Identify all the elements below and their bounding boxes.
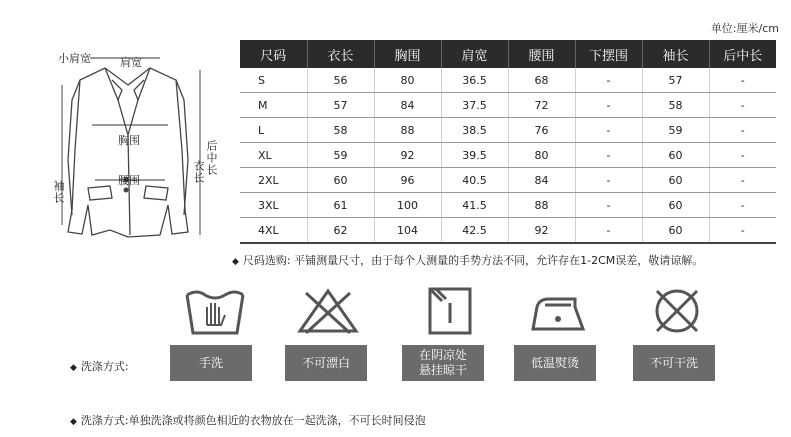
shoulder-label: 肩宽 (120, 56, 142, 69)
care-label-text: 洗涤方式: (80, 360, 129, 373)
care-badge-low-iron: 低温熨烫 (514, 345, 596, 381)
table-cell: 92 (374, 143, 441, 168)
table-cell: - (709, 68, 776, 93)
table-cell: - (709, 118, 776, 143)
table-cell: - (709, 168, 776, 193)
care-badge-no-dry-clean: 不可干洗 (633, 345, 715, 381)
table-row (240, 193, 776, 218)
table-cell: L (240, 118, 307, 143)
table-cell: 61 (307, 193, 374, 218)
no-bleach-icon (296, 285, 360, 337)
table-cell: 68 (508, 68, 575, 93)
table-cell: - (709, 193, 776, 218)
table-cell: 100 (374, 193, 441, 218)
table-cell: 104 (374, 218, 441, 244)
table-header: 后中长 (709, 40, 776, 68)
table-cell: 59 (642, 118, 709, 143)
table-header: 肩宽 (441, 40, 508, 68)
table-cell: 96 (374, 168, 441, 193)
waist-label: 腰围 (118, 174, 140, 187)
table-cell: 76 (508, 118, 575, 143)
table-cell: 60 (642, 193, 709, 218)
table-cell: - (575, 143, 642, 168)
line-dry-shade-icon (418, 285, 482, 337)
table-cell: - (575, 118, 642, 143)
table-cell: 60 (642, 218, 709, 244)
table-header: 袖长 (642, 40, 709, 68)
table-cell: 4XL (240, 218, 307, 244)
care-method-label (70, 358, 129, 374)
table-row (240, 168, 776, 193)
table-cell: - (575, 93, 642, 118)
table-cell: - (709, 143, 776, 168)
low-iron-icon (525, 285, 589, 337)
length-label: 衣长 (192, 160, 205, 184)
table-cell: 58 (307, 118, 374, 143)
table-header: 尺码 (240, 40, 307, 68)
table-row (240, 93, 776, 118)
table-cell: - (575, 193, 642, 218)
table-cell: 2XL (240, 168, 307, 193)
table-cell: 57 (642, 68, 709, 93)
table-cell: 60 (307, 168, 374, 193)
table-cell: - (575, 168, 642, 193)
table-cell: 38.5 (441, 118, 508, 143)
table-cell: 84 (508, 168, 575, 193)
chest-label: 胸围 (118, 134, 140, 147)
table-header-row (240, 40, 776, 68)
size-note-text: 尺码选购: 平铺测量尺寸，由于每个人测量的手势方法不同，允许存在1-2CM误差，敬请谅解。 (242, 254, 704, 267)
table-cell: 80 (508, 143, 575, 168)
table-cell: XL (240, 143, 307, 168)
wash-instruction-note (70, 412, 426, 428)
table-cell: 57 (307, 93, 374, 118)
table-header: 下摆围 (575, 40, 642, 68)
table-cell: 88 (508, 193, 575, 218)
table-cell: S (240, 68, 307, 93)
jacket-measurement-diagram (50, 40, 220, 245)
care-badge-line-dry-shade: 在阴凉处 悬挂晾干 (402, 345, 484, 381)
table-header: 衣长 (307, 40, 374, 68)
table-cell: 60 (642, 168, 709, 193)
size-chart-table (240, 40, 776, 244)
small-shoulder-label: 小肩宽 (58, 52, 91, 65)
care-badge-hand-wash: 手洗 (170, 345, 252, 381)
table-cell: 62 (307, 218, 374, 244)
size-selection-note (232, 252, 703, 268)
back-center-length-label: 后中长 (205, 140, 218, 176)
table-header: 腰围 (508, 40, 575, 68)
table-row (240, 143, 776, 168)
table-header: 胸围 (374, 40, 441, 68)
table-cell: 3XL (240, 193, 307, 218)
diamond-bullet-icon: ◆ (70, 363, 77, 373)
table-cell: - (709, 93, 776, 118)
table-cell: 88 (374, 118, 441, 143)
table-cell: 37.5 (441, 93, 508, 118)
care-badge-no-bleach: 不可漂白 (285, 345, 367, 381)
table-row (240, 118, 776, 143)
table-cell: - (575, 218, 642, 244)
table-row (240, 218, 776, 244)
table-cell: 56 (307, 68, 374, 93)
table-cell: 72 (508, 93, 575, 118)
table-row (240, 68, 776, 93)
table-cell: - (575, 68, 642, 93)
table-cell: 84 (374, 93, 441, 118)
wash-note-text: 洗涤方式:单独洗涤或将颜色相近的衣物放在一起洗涤，不可长时间侵泡 (80, 414, 426, 427)
diamond-bullet-icon: ◆ (70, 417, 77, 427)
table-cell: 42.5 (441, 218, 508, 244)
table-cell: 40.5 (441, 168, 508, 193)
table-cell: 59 (307, 143, 374, 168)
table-cell: 80 (374, 68, 441, 93)
table-cell: 36.5 (441, 68, 508, 93)
no-dry-clean-icon (645, 285, 709, 337)
table-cell: 39.5 (441, 143, 508, 168)
table-cell: 92 (508, 218, 575, 244)
hand-wash-icon (183, 285, 247, 337)
table-cell: 41.5 (441, 193, 508, 218)
table-cell: - (709, 218, 776, 244)
diamond-bullet-icon: ◆ (232, 257, 239, 267)
table-cell: M (240, 93, 307, 118)
sleeve-label: 袖长 (52, 180, 65, 204)
unit-label: 单位:厘米/cm (710, 22, 779, 35)
table-cell: 58 (642, 93, 709, 118)
table-cell: 60 (642, 143, 709, 168)
